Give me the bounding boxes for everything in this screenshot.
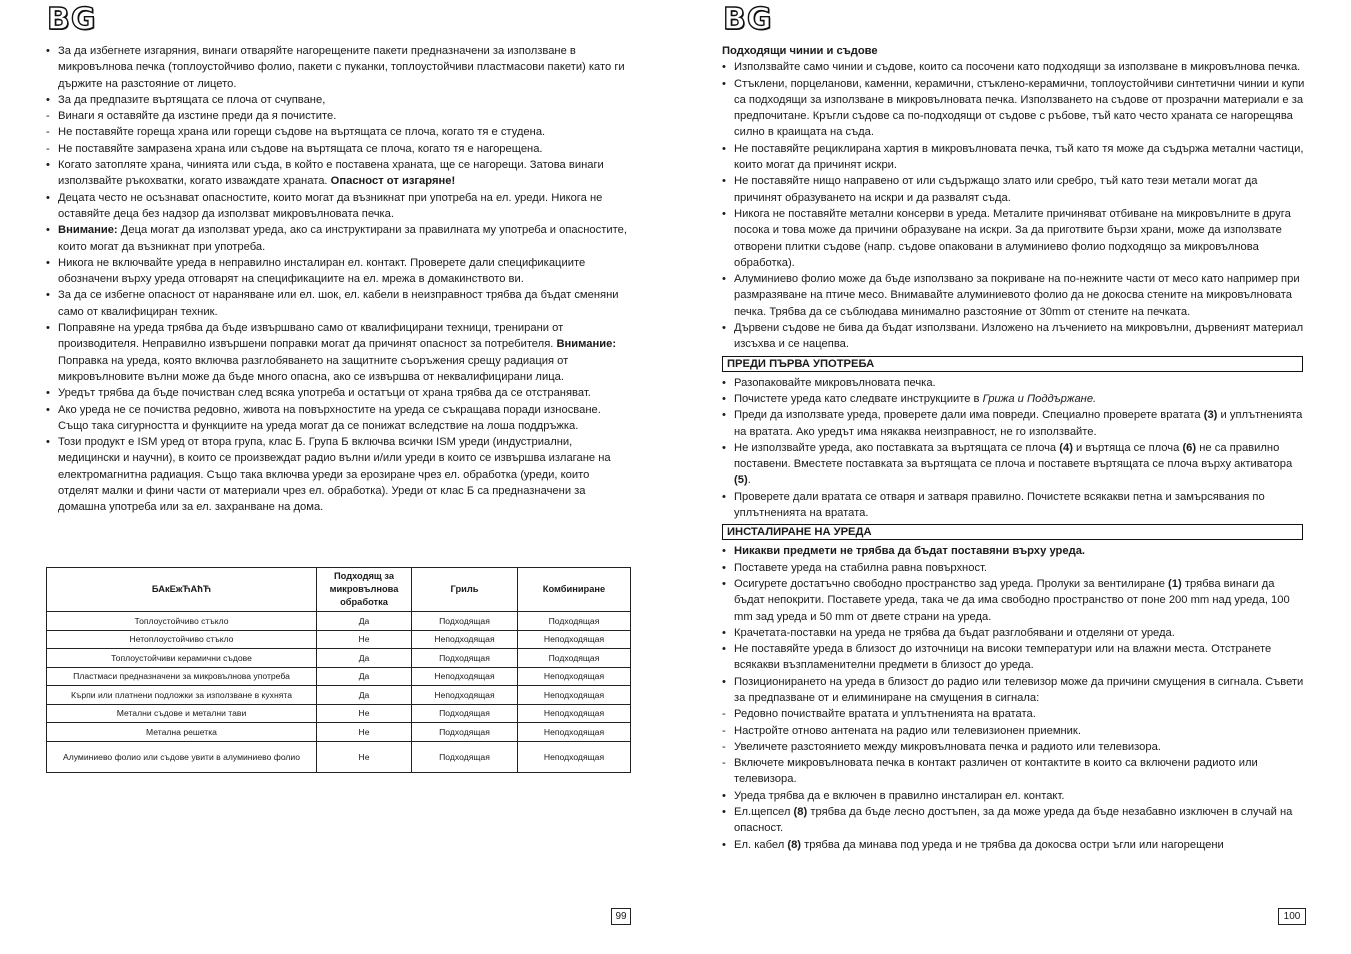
bullet-marker: • xyxy=(46,387,50,400)
bullet-marker: • xyxy=(46,436,50,449)
list-item-text xyxy=(734,76,1306,141)
emphasis-text: Никакви предмети не трябва да бъдат поставяни върху уреда. xyxy=(734,545,1086,558)
table-cell: Неподходящая xyxy=(518,723,631,742)
bullet-marker: • xyxy=(722,409,726,422)
list-item xyxy=(722,641,1306,674)
text-span: Използвайте само чинии и съдове, които са посочени като подходящи за използване в микровълнова печка. xyxy=(734,61,1301,74)
list-item-text xyxy=(734,141,1306,174)
list-item-text xyxy=(734,837,1306,853)
bullet-marker: • xyxy=(46,256,50,269)
bullet-marker: • xyxy=(46,224,50,237)
bullet-marker: • xyxy=(722,142,726,155)
dash-marker: - xyxy=(46,110,50,123)
dash-marker: - xyxy=(722,740,726,753)
text-span: Разопаковайте микровълновата печка. xyxy=(734,376,936,389)
list-item xyxy=(722,59,1306,75)
bullet-marker: • xyxy=(722,675,726,688)
list-item xyxy=(46,320,631,385)
list-item-text xyxy=(734,560,1306,576)
list-item-text xyxy=(58,157,631,190)
cookware-table xyxy=(46,567,631,773)
list-item-text xyxy=(734,391,1306,407)
list-item xyxy=(46,190,631,223)
list-item xyxy=(722,576,1306,625)
list-item xyxy=(46,141,631,157)
list-item xyxy=(46,402,631,435)
list-item xyxy=(722,755,1306,788)
text-span: Уреда трябва да е включен в правилно инсталиран ел. контакт. xyxy=(734,789,1065,802)
list-item-text xyxy=(58,43,631,92)
text-span: Когато затопляте храна, чинията или съда, в който е поставена храната, ще се нагорещи. Затова винаги използвайте ръкохватки, когато изваждате храната. xyxy=(58,159,604,188)
list-item-text xyxy=(734,739,1306,755)
emphasis-text: Внимание: xyxy=(556,338,617,351)
bullet-marker: • xyxy=(722,577,726,590)
bullet-marker: • xyxy=(722,561,726,574)
text-span: Увеличете разстоянието между микровълновата печка и радиото или телевизора. xyxy=(734,740,1161,753)
list-item xyxy=(722,320,1306,353)
table-cell: Да xyxy=(317,686,412,705)
text-span: Деца могат да използват уреда, ако са инструктирани за правилната му употреба и опасностите, които могат да възникнат при употреба. xyxy=(58,224,627,253)
table-cell: Алуминиево фолио или съдове увити в алуминиево фолио xyxy=(47,741,317,772)
table-cell: Топлоустойчиви керамични съдове xyxy=(47,649,317,668)
text-span: Този продукт е ISM уред от втора група, клас Б. Група Б включва всички ISM уреди (индустриални, медицински и научни), в които се произвеждат радио вълни и/или уреди в които се извършва излагане на електромагнитна радиация. Също така включва уреди за ерозиране чрез ел. обработка (уреди, които отделят малки и фини части от материали чрез ел. обработка). Уреди от клас Б са предназначени за домашна употреба или за ел. захранване на дома. xyxy=(58,436,611,514)
header-grill: Гриль xyxy=(412,568,518,612)
left-text-column xyxy=(46,43,631,516)
list-item-text xyxy=(734,788,1306,804)
dash-marker: - xyxy=(722,708,726,721)
text-span: Не поставяйте гореща храна или горещи съдове на въртящата се плоча, когато тя е студена. xyxy=(58,126,546,139)
text-span: Грижа и Поддържане. xyxy=(982,392,1097,405)
instruction-list xyxy=(722,375,1306,522)
text-span: Ел. кабел xyxy=(734,838,788,851)
list-item xyxy=(722,407,1306,440)
list-item-text xyxy=(58,385,631,401)
list-item-text xyxy=(734,271,1306,320)
list-item xyxy=(722,173,1306,206)
text-span: Не поставяйте замразена храна или съдове на въртящата се плоча, когато тя е нагорещена. xyxy=(58,142,543,155)
text-span: Редовно почиствайте вратата и уплътненията на вратата. xyxy=(734,708,1036,721)
list-item-text xyxy=(58,92,631,108)
bullet-marker: • xyxy=(722,490,726,503)
instruction-list xyxy=(722,543,1306,853)
list-item xyxy=(722,706,1306,722)
page-number: 99 xyxy=(611,908,631,925)
emphasis-text: Внимание: xyxy=(58,224,118,237)
list-item xyxy=(722,788,1306,804)
list-item-text xyxy=(734,206,1306,271)
text-span: Проверете дали вратата се отваря и затваря правилно. Почистете всякакви петна и замърсявания по уплътненията на вратата. xyxy=(734,490,1265,520)
table-cell: Топлоустойчиво стъкло xyxy=(47,612,317,631)
table-cell: Неподходящая xyxy=(518,686,631,705)
language-logo: BG xyxy=(723,2,773,37)
table-cell: Неподходящая xyxy=(412,667,518,686)
table-row xyxy=(47,723,631,742)
list-item xyxy=(722,206,1306,271)
emphasis-text: (5) xyxy=(734,474,748,487)
bullet-marker: • xyxy=(722,441,726,454)
list-item xyxy=(722,489,1306,522)
left-page xyxy=(0,0,675,954)
list-item xyxy=(722,674,1306,707)
header-microwave: Подходящ за микровълнова обработка xyxy=(317,568,412,612)
language-logo: BG xyxy=(47,2,97,37)
list-item xyxy=(46,255,631,288)
list-item-text xyxy=(734,625,1306,641)
text-span: и уплътненията на вратата. Ако уредът има някаква неизправност, не го използвайте. xyxy=(734,409,1303,438)
emphasis-text: (4) xyxy=(1059,441,1073,454)
table-cell: Подходящая xyxy=(412,612,518,631)
emphasis-text: (8) xyxy=(793,806,808,819)
list-item xyxy=(46,43,631,92)
list-item-text xyxy=(58,222,631,255)
text-span: Ако уреда не се почиства редовно, живота на повърхностите на уреда се съкращава поради износване. Също така сигурността и функциите на уреда могат да се понижат вследствие на лоша поддръжка. xyxy=(58,403,601,432)
bullet-marker: • xyxy=(46,191,50,204)
list-item-text xyxy=(734,641,1306,674)
list-item-text xyxy=(734,440,1306,489)
list-item-text xyxy=(734,723,1306,739)
bullet-marker: • xyxy=(722,838,726,851)
table-cell: Не xyxy=(317,723,412,742)
list-item xyxy=(722,804,1306,837)
dash-marker: - xyxy=(46,126,50,139)
list-item-text xyxy=(734,489,1306,522)
text-span: Осигурете достатъчно свободно пространство зад уреда. Пролуки за вентилиране xyxy=(734,577,1169,590)
text-span: и въртяща се плоча xyxy=(1072,441,1183,454)
table-row xyxy=(47,649,631,668)
emphasis-text: (6) xyxy=(1182,441,1197,454)
text-span: Уредът трябва да бъде почистван след всяка употреба и остатъци от храна трябва да се отстраняват. xyxy=(58,387,591,400)
text-span: За да избегнете изгаряния, винаги отваряйте нагорещените пакети предназначени за използване в микровълнова печка (топлоустойчиво фолио, пакети с пуканки, топлоустойчиви пластмасови пакети) като ги държите на разстояние от лицето. xyxy=(58,45,625,90)
list-item xyxy=(46,287,631,320)
list-item-text xyxy=(58,287,631,320)
bullet-marker: • xyxy=(722,643,726,656)
list-item-text xyxy=(734,543,1306,559)
text-span: трябва да минава под уреда и не трябва да докосва остри ъгли или нагорещени xyxy=(801,838,1224,851)
text-span: трябва винаги да бъдат непокрити. Поставете уреда, така че да има свободно пространство от поне 200 mm над уреда, 100 mm зад уреда и 50 mm от двете страни на уреда. xyxy=(734,577,1290,623)
subsection-title: Подходящи чинии и съдове xyxy=(722,45,878,57)
page-number: 100 xyxy=(1278,908,1306,925)
text-span: Не поставяйте нищо направено от или съдържащо злато или сребро, тъй като тези метали могат да причинят образуването на искри и да развалят съда. xyxy=(734,175,1258,204)
list-item-text xyxy=(58,402,631,435)
list-item-text xyxy=(58,124,631,140)
table-cell: Не xyxy=(317,630,412,649)
table-row xyxy=(47,667,631,686)
text-span: Не поставяйте рециклирана хартия в микровълновата печка, тъй като тя може да съдържа метални частици, които могат да причинят искри. xyxy=(734,142,1304,172)
text-span: трябва да бъде лесно достъпен, за да може уреда да бъде незабавно изключен в случай на опасност. xyxy=(734,806,1293,835)
bullet-marker: • xyxy=(722,77,726,90)
bullet-marker: • xyxy=(46,322,50,335)
table-row xyxy=(47,686,631,705)
bullet-marker: • xyxy=(722,392,726,405)
list-item xyxy=(722,76,1306,141)
list-item-text xyxy=(734,59,1306,75)
text-span: Включете микровълновата печка в контакт различен от контактите в които са включени радиото или телевизора. xyxy=(734,757,1258,786)
table-cell: Неподходящая xyxy=(518,741,631,772)
text-span: Не поставяйте уреда в близост до източници на високи температури или на влажни места. Отстранете всякакви възпламенителни предмети в близост до уреда. xyxy=(734,643,1272,672)
safety-list xyxy=(46,43,631,516)
list-item-text xyxy=(58,255,631,288)
table-cell: Неподходящая xyxy=(518,630,631,649)
list-item-text xyxy=(58,190,631,223)
text-span: Позиционирането на уреда в близост до радио или телевизор може да причини смущения в сигнала. Съвети за предпазване от и елиминиране на смущения в сигнала: xyxy=(734,675,1304,704)
list-item xyxy=(46,108,631,124)
text-span: За да предпазите въртящата се плоча от счупване, xyxy=(58,93,326,106)
text-span: Поправка на уреда, която включва разглобяването на защитните съоръжения срещу радиация от микровълновите вълни може да бъде много опасна, ако се извършва от неквалифицирани лица. xyxy=(58,354,569,383)
table-row xyxy=(47,704,631,723)
right-text-column xyxy=(722,43,1306,853)
emphasis-text: (3) xyxy=(1203,409,1218,422)
text-span: Стъклени, порцеланови, каменни, керамични, стъклено-керамични, топлоустойчиви синтетични чинии и купи са подходящи за използване в микровълновата печка. Използването на съдове от прозрачни материали е за предпочитане. Кръгли съдове са по-подходящи от съдове с ръбове, тъй като често хранатa се нагорещява силно в краищата на съда. xyxy=(734,77,1305,139)
table-cell: Неподходящая xyxy=(412,630,518,649)
table-cell: Неподходящая xyxy=(518,667,631,686)
list-item-text xyxy=(734,173,1306,206)
table-body xyxy=(47,612,631,773)
table-cell: Подходящая xyxy=(412,704,518,723)
emphasis-text: (1) xyxy=(1168,577,1182,590)
table-cell: Подходящая xyxy=(412,741,518,772)
table-cell: Метални съдове и метални тави xyxy=(47,704,317,723)
bullet-marker: • xyxy=(722,806,726,819)
table-cell: Да xyxy=(317,667,412,686)
table-cell: Метална решетка xyxy=(47,723,317,742)
list-item-text xyxy=(58,108,631,124)
table-cell: Неподходящая xyxy=(518,704,631,723)
table-cell: Кърпи или платнени подложки за използване в кухнята xyxy=(47,686,317,705)
text-span: Крачетата-поставки на уреда не трябва да бъдат разглобявани и отделяни от уреда. xyxy=(734,626,1175,639)
table-row xyxy=(47,630,631,649)
table-cell: Да xyxy=(317,649,412,668)
list-item xyxy=(722,440,1306,489)
list-item xyxy=(722,723,1306,739)
list-item xyxy=(722,739,1306,755)
table-cell: Да xyxy=(317,612,412,631)
list-item xyxy=(722,837,1306,853)
list-item xyxy=(722,391,1306,407)
bullet-marker: • xyxy=(722,273,726,286)
dash-marker: - xyxy=(722,724,726,737)
text-span: Почистете уреда като следвате инструкциите в xyxy=(734,392,983,405)
list-item-text xyxy=(734,320,1306,353)
list-item xyxy=(46,157,631,190)
list-item xyxy=(722,560,1306,576)
bullet-marker: • xyxy=(722,376,726,389)
bullet-marker: • xyxy=(722,61,726,74)
list-item xyxy=(722,375,1306,391)
bullet-marker: • xyxy=(722,545,726,558)
list-item-text xyxy=(734,804,1306,837)
bullet-marker: • xyxy=(46,93,50,106)
dash-marker: - xyxy=(722,757,726,770)
text-span: Дървени съдове не бива да бъдат използвани. Изложено на лъчението на микровълни, дървеният материал изсъхва и се нацепва. xyxy=(734,322,1304,351)
section-heading: ИНСТАЛИРАНЕ НА УРЕДА xyxy=(722,524,1303,540)
table-cell: Неподходящая xyxy=(412,686,518,705)
list-item xyxy=(46,385,631,401)
table-cell: Пластмаси предназначени за микровълнова употреба xyxy=(47,667,317,686)
bullet-marker: • xyxy=(46,45,50,57)
bullet-marker: • xyxy=(722,175,726,188)
bullet-marker: • xyxy=(46,289,50,302)
list-item-text xyxy=(58,141,631,157)
list-item-text xyxy=(734,755,1306,788)
table-cell: Не xyxy=(317,704,412,723)
text-span: Ел.щепсел xyxy=(734,806,794,819)
table-cell: Нетоплоустойчиво стъкло xyxy=(47,630,317,649)
list-item-text xyxy=(734,576,1306,625)
bullet-marker: • xyxy=(46,159,50,172)
table-cell: Подходящая xyxy=(412,649,518,668)
table-cell: Подходящая xyxy=(518,612,631,631)
emphasis-text: Опасност от изгаряне! xyxy=(330,175,456,188)
list-item xyxy=(46,222,631,255)
text-span: Никога не включвайте уреда в неправилно инсталиран ел. контакт. Проверете дали спецификациите обозначени върху уреда отговарят на спецификациите на ел. мрежа в домакинството ви. xyxy=(58,256,586,286)
emphasis-text: (8) xyxy=(787,838,802,851)
table-cell: Подходящая xyxy=(518,649,631,668)
table-row xyxy=(47,612,631,631)
text-span: Никога не поставяйте метални консерви в уреда. Металите причиняват отбиване на микровълните в друга посока и това може да причини образуване на искри. За да приготвите бързи храни, може да използвате отворени плитки съдове (напр. съдове опаковани в алуминиево фолио подходящо за микровълнова обработка). xyxy=(734,207,1291,269)
list-item xyxy=(722,271,1306,320)
text-span: Настройте отново антената на радио или телевизионен приемник. xyxy=(734,724,1081,737)
section-heading: ПРЕДИ ПЪРВА УПОТРЕБА xyxy=(722,356,1303,372)
bullet-marker: • xyxy=(722,322,726,335)
bullet-marker: • xyxy=(722,789,726,802)
list-item-text xyxy=(734,706,1306,722)
list-item-text xyxy=(734,407,1306,440)
list-item xyxy=(722,625,1306,641)
table-cell: Не xyxy=(317,741,412,772)
table-row xyxy=(47,741,631,772)
instruction-list xyxy=(722,59,1306,352)
text-span: Поставете уреда на стабилна равна повърхност. xyxy=(734,561,988,574)
bullet-marker: • xyxy=(46,403,50,416)
text-span: Винаги я оставяйте да изстине преди да я почистите. xyxy=(58,110,337,123)
bullet-marker: • xyxy=(722,207,726,220)
table-header-row xyxy=(47,568,631,612)
table-cell: Подходящая xyxy=(412,723,518,742)
text-span: Не използвайте уреда, ако поставката за въртящата се плоча xyxy=(734,441,1060,454)
list-item-text xyxy=(58,320,631,385)
list-item xyxy=(46,92,631,108)
list-item xyxy=(46,434,631,515)
text-span: Поправяне на уреда трябва да бъде извършвано само от квалифицирани техници, тренирани от производителя. Неправилно извършени поправки могат да причинят опасност за потребителя. xyxy=(58,322,564,351)
list-item xyxy=(46,124,631,140)
list-item-text xyxy=(734,375,1306,391)
text-span: За да се избегне опасност от нараняване или ел. шок, ел. кабели в неизправност трябва да бъдат сменяни само от квалифициран техник. xyxy=(58,289,619,318)
list-item xyxy=(722,141,1306,174)
header-cookware: БАкЕжЋАћЋ xyxy=(47,568,317,612)
dash-marker: - xyxy=(46,142,50,155)
text-span: . xyxy=(747,474,751,487)
bullet-marker: • xyxy=(722,626,726,639)
list-item-text xyxy=(58,434,631,515)
text-span: Преди да използвате уреда, проверете дали има повреди. Специално проверете вратата xyxy=(734,409,1204,422)
text-span: Алуминиево фолио може да бъде използвано за покриване на по-нежните части от месо като например при размразяване на птиче месо. Внимавайте алуминиевото фолио да не докосва стените на микровълновата печка. Трябва да се съблюдава минимално разстояние от 30mm от стените на печката. xyxy=(734,273,1300,318)
header-combination: Комбиниране xyxy=(518,568,631,612)
list-item xyxy=(722,543,1306,559)
text-span: Децата често не осъзнават опасностите, които могат да възникнат при употреба на ел. уреди. Никога не оставяйте деца без надзор да използват микровълновата печка. xyxy=(58,191,603,220)
text-span: не са правилно поставени. Вместете поставката за въртящата се плоча и поставете въртящата се плоча върху активатора xyxy=(734,441,1293,471)
list-item-text xyxy=(734,674,1306,707)
right-page xyxy=(676,0,1351,954)
